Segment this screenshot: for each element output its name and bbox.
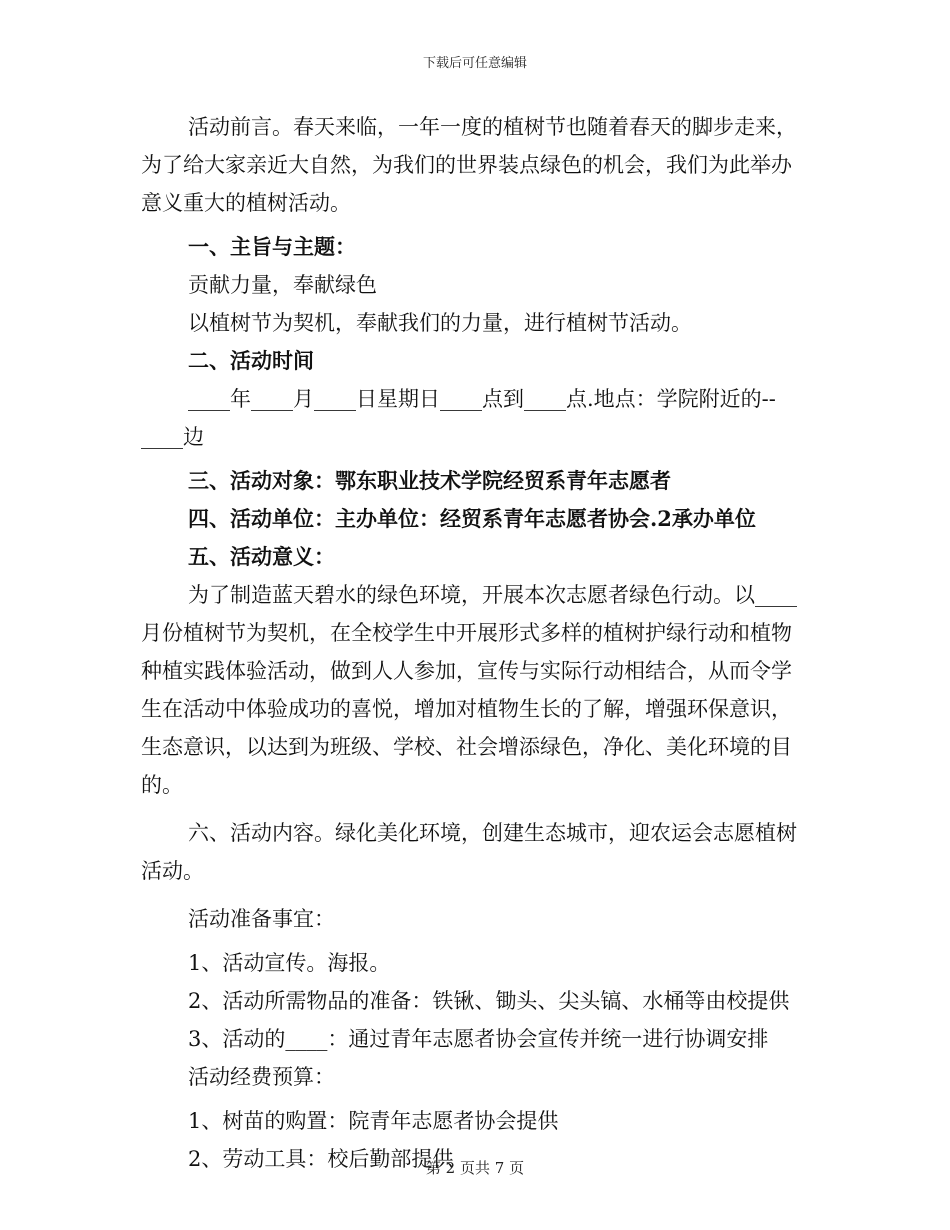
preparation-item-1: 1、活动宣传。海报。 (188, 951, 391, 975)
budget-item-1: 1、树苗的购置：院青年志愿者协会提供 (188, 1109, 559, 1133)
section-heading-purpose: 一、主旨与主题： (188, 234, 356, 259)
section-heading-target: 三、活动对象：鄂东职业技术学院经贸系青年志愿者 (188, 468, 671, 493)
section-heading-significance: 五、活动意义： (188, 544, 335, 569)
budget-item-2: 2、劳动工具：校后勤部提供 (188, 1147, 454, 1171)
document-body (141, 108, 811, 1178)
page-footer: 第 2 页共 7 页 (425, 1159, 525, 1177)
section-heading-time: 二、活动时间 (188, 348, 314, 373)
time-location-text: ____年____月____日星期日____点到____点.地点：学院附近的--____边 (141, 387, 776, 449)
significance-paragraph: 为了制造蓝天碧水的绿色环境，开展本次志愿者绿色行动。以____月份植树节为契机，在全校学生中开展形式多样的植树护绿行动和植物种植实践体验活动，做到人人参加，宣传与实际行动相结合，从而令学生在活动中体验成功的喜悦，增加对植物生长的了解，增强环保意识，生态意识，以达到为班级、学校、社会增添绿色，净化、美化环境的目的。 (141, 583, 797, 797)
preparation-item-2: 2、活动所需物品的准备：铁锹、锄头、尖头镐、水桶等由校提供 (188, 989, 790, 1013)
theme-description: 以植树节为契机，奉献我们的力量，进行植树节活动。 (188, 311, 692, 335)
section-heading-organizer: 四、活动单位：主办单位：经贸系青年志愿者协会.2承办单位 (188, 506, 756, 531)
content-paragraph: 六、活动内容。绿化美化环境，创建生态城市，迎农运会志愿植树活动。 (141, 821, 797, 883)
intro-paragraph: 活动前言。春天来临，一年一度的植树节也随着春天的脚步走来，为了给大家亲近大自然，为我们的世界装点绿色的机会，我们为此举办意义重大的植树活动。 (141, 115, 797, 215)
page-header: 下载后可任意编辑 (422, 56, 527, 71)
budget-heading: 活动经费预算： (188, 1065, 335, 1089)
preparation-heading: 活动准备事宜： (188, 907, 335, 931)
preparation-item-3: 3、活动的____：通过青年志愿者协会宣传并统一进行协调安排 (188, 1027, 769, 1051)
theme-text: 贡献力量，奉献绿色 (188, 273, 377, 297)
